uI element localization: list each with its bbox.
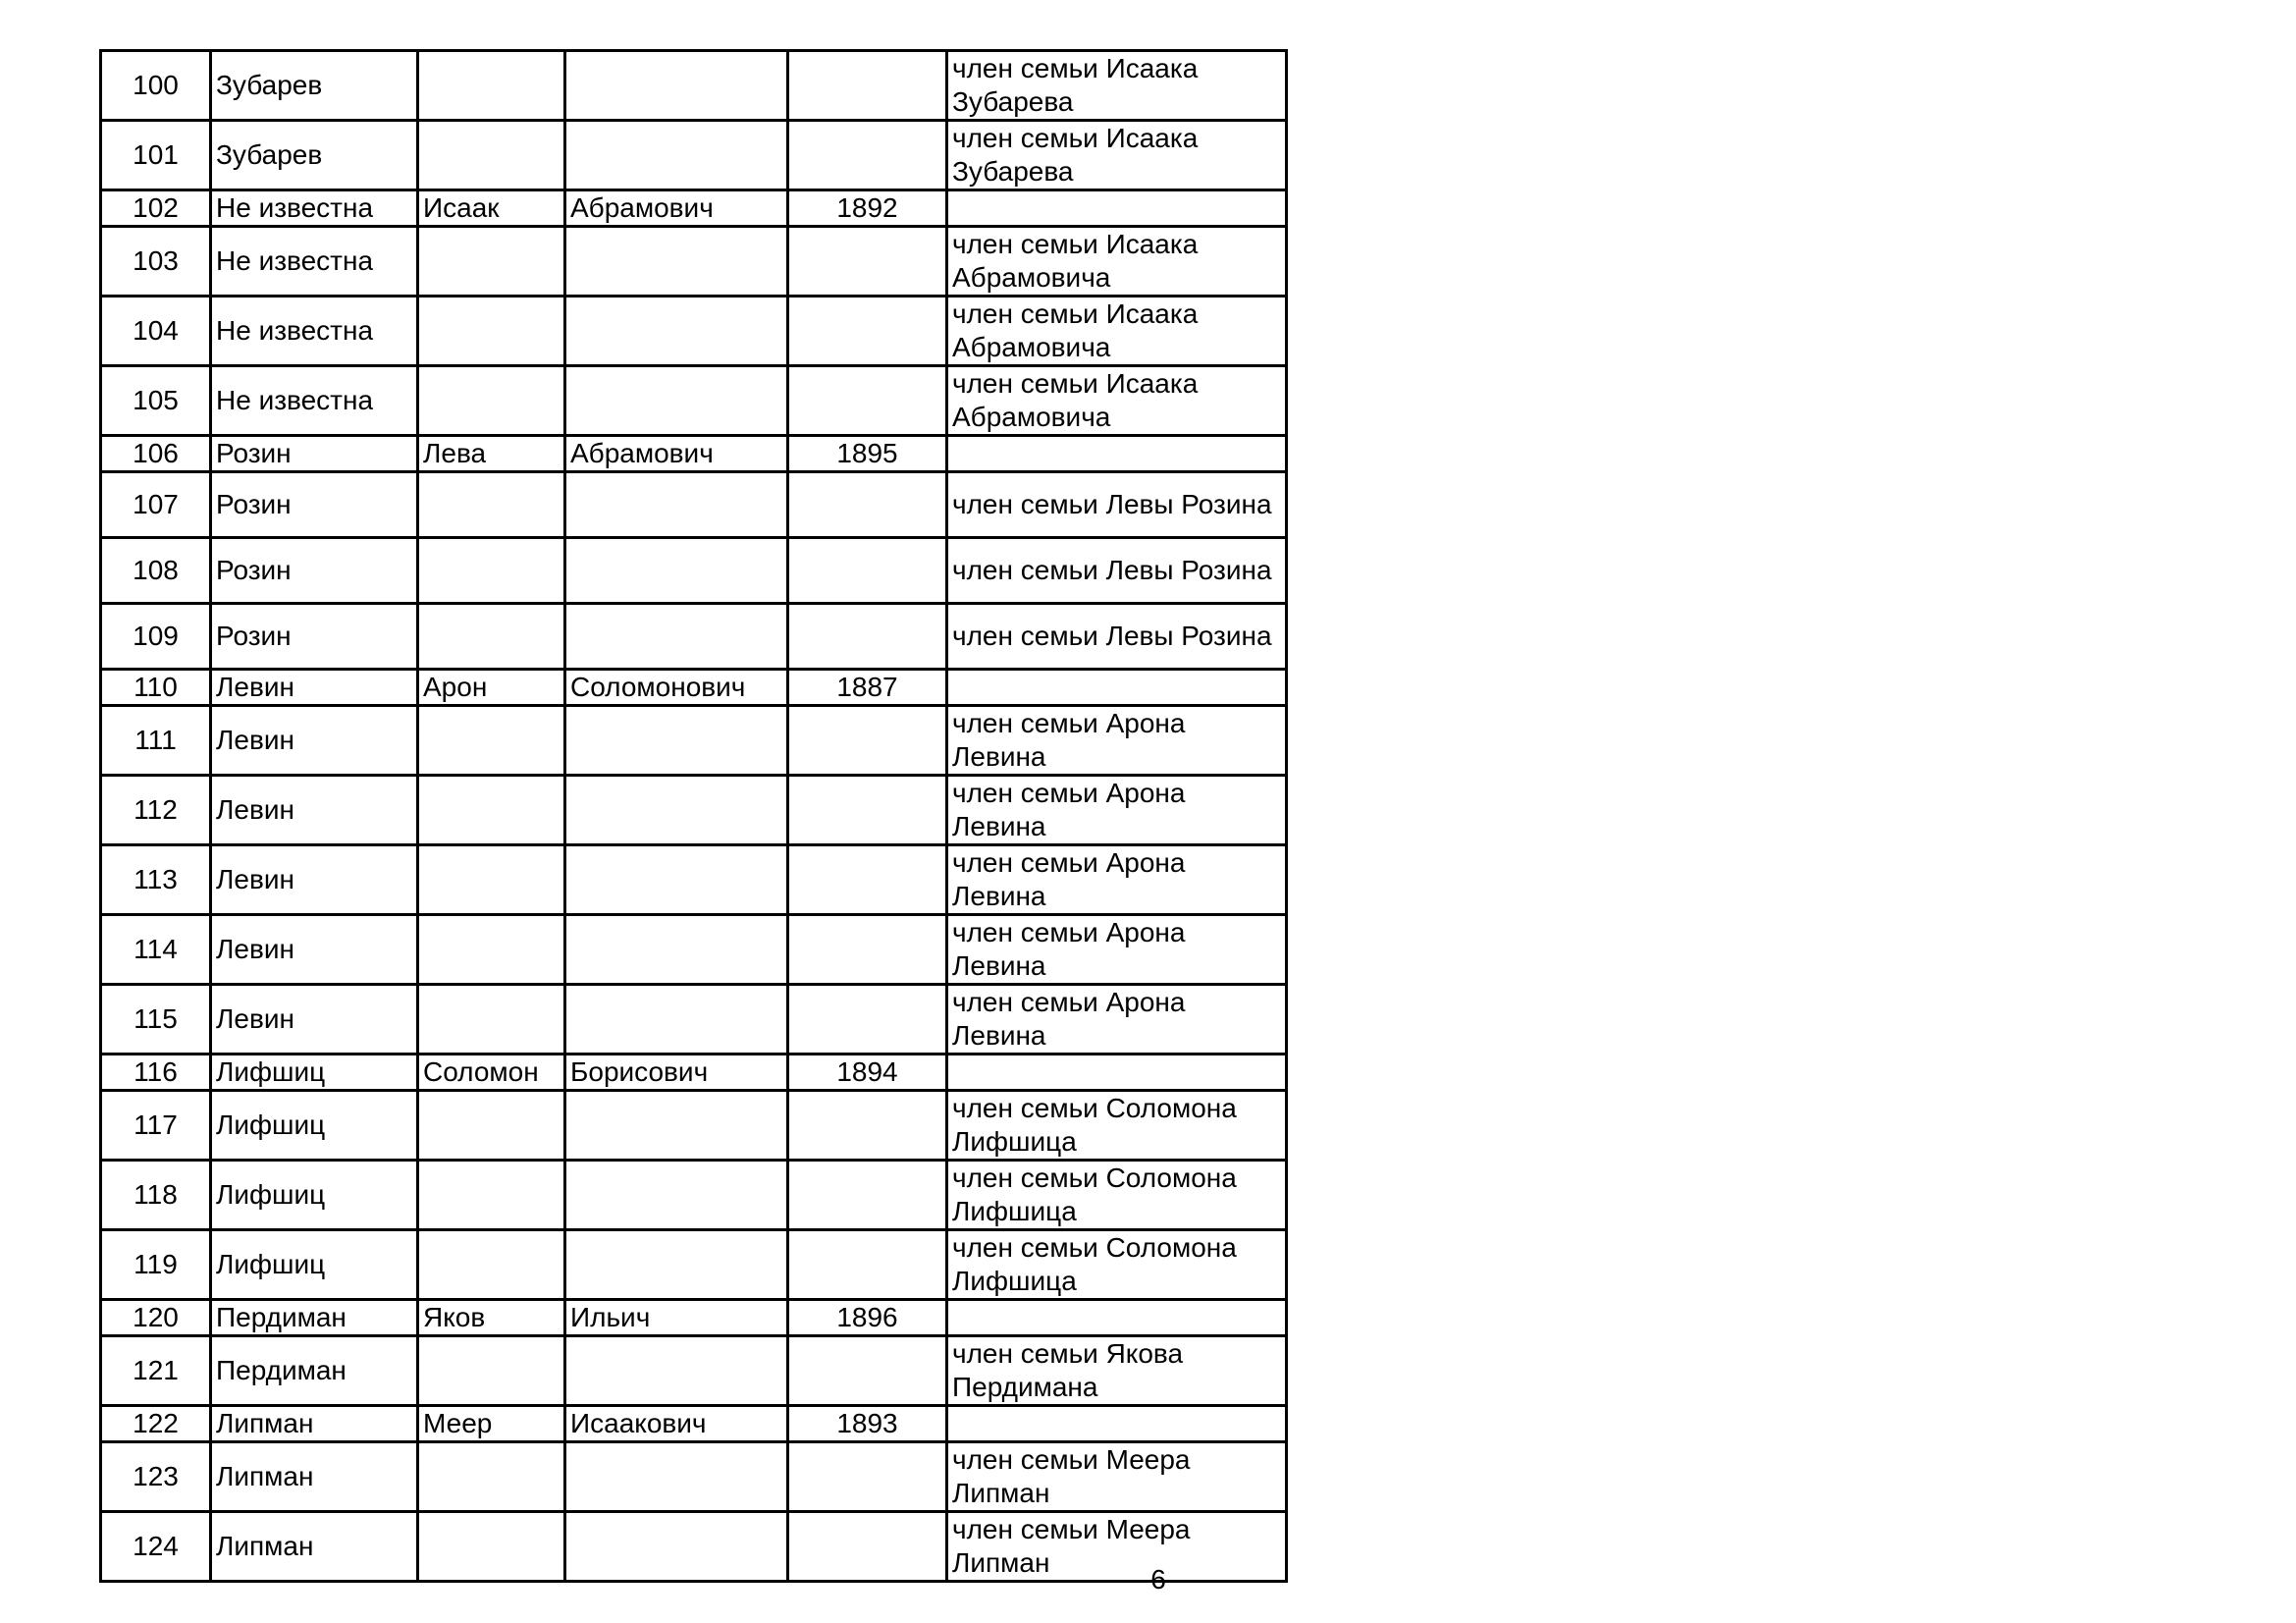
surname-cell: Левин: [211, 670, 418, 706]
row-number-cell: 122: [101, 1406, 211, 1442]
table-row: [101, 366, 1287, 436]
birth-year-cell: 1894: [788, 1055, 947, 1091]
birth-year-cell: 1895: [788, 436, 947, 472]
row-number-cell: 111: [101, 706, 211, 776]
page-number: 6: [1150, 1564, 1166, 1595]
first-name-cell: [418, 297, 565, 366]
patronymic-cell: [565, 1336, 788, 1406]
note-cell: член семьи Исаака Зубарева: [947, 121, 1287, 190]
row-number-cell: 103: [101, 227, 211, 297]
birth-year-cell: [788, 227, 947, 297]
first-name-cell: [418, 1442, 565, 1512]
note-cell: член семьи Левы Розина: [947, 538, 1287, 604]
patronymic-cell: [565, 51, 788, 121]
table-row: [101, 670, 1287, 706]
first-name-cell: [418, 1230, 565, 1300]
row-number-cell: 114: [101, 915, 211, 985]
row-number-cell: 115: [101, 985, 211, 1055]
patronymic-cell: [565, 1091, 788, 1161]
first-name-cell: [418, 227, 565, 297]
note-cell: член семьи Исаака Абрамовича: [947, 366, 1287, 436]
table-row: [101, 1336, 1287, 1406]
row-number-cell: 104: [101, 297, 211, 366]
surname-cell: Левин: [211, 915, 418, 985]
note-cell: член семьи Левы Розина: [947, 604, 1287, 670]
table-row: [101, 915, 1287, 985]
table-row: [101, 776, 1287, 845]
birth-year-cell: [788, 366, 947, 436]
birth-year-cell: [788, 538, 947, 604]
note-cell: [947, 190, 1287, 227]
birth-year-cell: 1892: [788, 190, 947, 227]
patronymic-cell: Исаакович: [565, 1406, 788, 1442]
birth-year-cell: 1887: [788, 670, 947, 706]
birth-year-cell: [788, 1442, 947, 1512]
first-name-cell: [418, 121, 565, 190]
surname-cell: Левин: [211, 706, 418, 776]
note-cell: член семьи Соломона Лифшица: [947, 1091, 1287, 1161]
row-number-cell: 116: [101, 1055, 211, 1091]
patronymic-cell: [565, 604, 788, 670]
birth-year-cell: [788, 297, 947, 366]
patronymic-cell: [565, 538, 788, 604]
surname-cell: Не известна: [211, 227, 418, 297]
birth-year-cell: [788, 776, 947, 845]
patronymic-cell: [565, 706, 788, 776]
note-cell: [947, 436, 1287, 472]
note-cell: член семьи Соломона Лифшица: [947, 1230, 1287, 1300]
patronymic-cell: [565, 1161, 788, 1230]
table-row: [101, 985, 1287, 1055]
birth-year-cell: [788, 1230, 947, 1300]
surname-cell: Левин: [211, 776, 418, 845]
patronymic-cell: [565, 227, 788, 297]
table-row: [101, 472, 1287, 538]
note-cell: член семьи Арона Левина: [947, 776, 1287, 845]
surname-cell: Розин: [211, 436, 418, 472]
patronymic-cell: [565, 472, 788, 538]
birth-year-cell: [788, 472, 947, 538]
surname-cell: Пердиман: [211, 1336, 418, 1406]
table-row: [101, 538, 1287, 604]
birth-year-cell: [788, 706, 947, 776]
surname-cell: Пердиман: [211, 1300, 418, 1336]
first-name-cell: [418, 366, 565, 436]
birth-year-cell: [788, 1161, 947, 1230]
surname-cell: Лифшиц: [211, 1091, 418, 1161]
surname-cell: Левин: [211, 845, 418, 915]
birth-year-cell: [788, 604, 947, 670]
note-cell: [947, 1055, 1287, 1091]
surname-cell: Зубарев: [211, 51, 418, 121]
row-number-cell: 112: [101, 776, 211, 845]
table-row: [101, 1406, 1287, 1442]
table-row: [101, 436, 1287, 472]
first-name-cell: [418, 1091, 565, 1161]
row-number-cell: 123: [101, 1442, 211, 1512]
first-name-cell: Меер: [418, 1406, 565, 1442]
first-name-cell: Лева: [418, 436, 565, 472]
table-row: [101, 706, 1287, 776]
note-cell: член семьи Левы Розина: [947, 472, 1287, 538]
note-cell: член семьи Меера Липман: [947, 1512, 1287, 1582]
surname-cell: Липман: [211, 1406, 418, 1442]
row-number-cell: 118: [101, 1161, 211, 1230]
first-name-cell: [418, 1512, 565, 1582]
patronymic-cell: Борисович: [565, 1055, 788, 1091]
note-cell: член семьи Арона Левина: [947, 985, 1287, 1055]
surname-cell: Липман: [211, 1442, 418, 1512]
first-name-cell: [418, 776, 565, 845]
row-number-cell: 117: [101, 1091, 211, 1161]
first-name-cell: [418, 604, 565, 670]
table-row: [101, 845, 1287, 915]
note-cell: [947, 1300, 1287, 1336]
surname-cell: Левин: [211, 985, 418, 1055]
birth-year-cell: [788, 1512, 947, 1582]
row-number-cell: 107: [101, 472, 211, 538]
patronymic-cell: [565, 915, 788, 985]
table-row: [101, 1230, 1287, 1300]
birth-year-cell: 1893: [788, 1406, 947, 1442]
table-row: [101, 1512, 1287, 1582]
table-row: [101, 1161, 1287, 1230]
table-row: [101, 51, 1287, 121]
first-name-cell: Исаак: [418, 190, 565, 227]
first-name-cell: [418, 985, 565, 1055]
first-name-cell: [418, 472, 565, 538]
surname-cell: Лифшиц: [211, 1230, 418, 1300]
row-number-cell: 105: [101, 366, 211, 436]
patronymic-cell: Абрамович: [565, 436, 788, 472]
birth-year-cell: [788, 51, 947, 121]
note-cell: член семьи Исаака Абрамовича: [947, 297, 1287, 366]
patronymic-cell: [565, 776, 788, 845]
surname-cell: Не известна: [211, 297, 418, 366]
row-number-cell: 101: [101, 121, 211, 190]
first-name-cell: [418, 51, 565, 121]
note-cell: член семьи Исаака Абрамовича: [947, 227, 1287, 297]
patronymic-cell: [565, 297, 788, 366]
table-row: [101, 1055, 1287, 1091]
patronymic-cell: [565, 1512, 788, 1582]
table-row: [101, 190, 1287, 227]
patronymic-cell: [565, 985, 788, 1055]
patronymic-cell: [565, 1442, 788, 1512]
row-number-cell: 119: [101, 1230, 211, 1300]
note-cell: член семьи Исаака Зубарева: [947, 51, 1287, 121]
table-row: [101, 1300, 1287, 1336]
birth-year-cell: [788, 845, 947, 915]
note-cell: [947, 670, 1287, 706]
surname-cell: Лифшиц: [211, 1055, 418, 1091]
note-cell: член семьи Меера Липман: [947, 1442, 1287, 1512]
row-number-cell: 120: [101, 1300, 211, 1336]
row-number-cell: 108: [101, 538, 211, 604]
patronymic-cell: [565, 1230, 788, 1300]
first-name-cell: [418, 1336, 565, 1406]
surname-cell: Лифшиц: [211, 1161, 418, 1230]
birth-year-cell: 1896: [788, 1300, 947, 1336]
row-number-cell: 106: [101, 436, 211, 472]
note-cell: член семьи Арона Левина: [947, 845, 1287, 915]
row-number-cell: 109: [101, 604, 211, 670]
birth-year-cell: [788, 985, 947, 1055]
first-name-cell: Арон: [418, 670, 565, 706]
note-cell: [947, 1406, 1287, 1442]
surname-cell: Розин: [211, 538, 418, 604]
first-name-cell: Яков: [418, 1300, 565, 1336]
surname-cell: Не известна: [211, 366, 418, 436]
table-row: [101, 121, 1287, 190]
surname-cell: Розин: [211, 604, 418, 670]
note-cell: член семьи Арона Левина: [947, 915, 1287, 985]
patronymic-cell: Соломонович: [565, 670, 788, 706]
surname-cell: Не известна: [211, 190, 418, 227]
note-cell: член семьи Соломона Лифшица: [947, 1161, 1287, 1230]
surname-cell: Розин: [211, 472, 418, 538]
row-number-cell: 100: [101, 51, 211, 121]
table-row: [101, 1091, 1287, 1161]
patronymic-cell: [565, 845, 788, 915]
register-table: [99, 49, 1288, 1583]
first-name-cell: Соломон: [418, 1055, 565, 1091]
patronymic-cell: Абрамович: [565, 190, 788, 227]
table-row: [101, 297, 1287, 366]
patronymic-cell: [565, 121, 788, 190]
table-row: [101, 227, 1287, 297]
surname-cell: Липман: [211, 1512, 418, 1582]
surname-cell: Зубарев: [211, 121, 418, 190]
first-name-cell: [418, 915, 565, 985]
row-number-cell: 113: [101, 845, 211, 915]
birth-year-cell: [788, 121, 947, 190]
birth-year-cell: [788, 1091, 947, 1161]
birth-year-cell: [788, 1336, 947, 1406]
patronymic-cell: [565, 366, 788, 436]
patronymic-cell: Ильич: [565, 1300, 788, 1336]
first-name-cell: [418, 706, 565, 776]
row-number-cell: 124: [101, 1512, 211, 1582]
table-row: [101, 604, 1287, 670]
register-body: [101, 51, 1287, 1582]
first-name-cell: [418, 538, 565, 604]
table-row: [101, 1442, 1287, 1512]
note-cell: член семьи Арона Левина: [947, 706, 1287, 776]
row-number-cell: 110: [101, 670, 211, 706]
birth-year-cell: [788, 915, 947, 985]
note-cell: член семьи Якова Пердимана: [947, 1336, 1287, 1406]
first-name-cell: [418, 845, 565, 915]
row-number-cell: 121: [101, 1336, 211, 1406]
row-number-cell: 102: [101, 190, 211, 227]
first-name-cell: [418, 1161, 565, 1230]
